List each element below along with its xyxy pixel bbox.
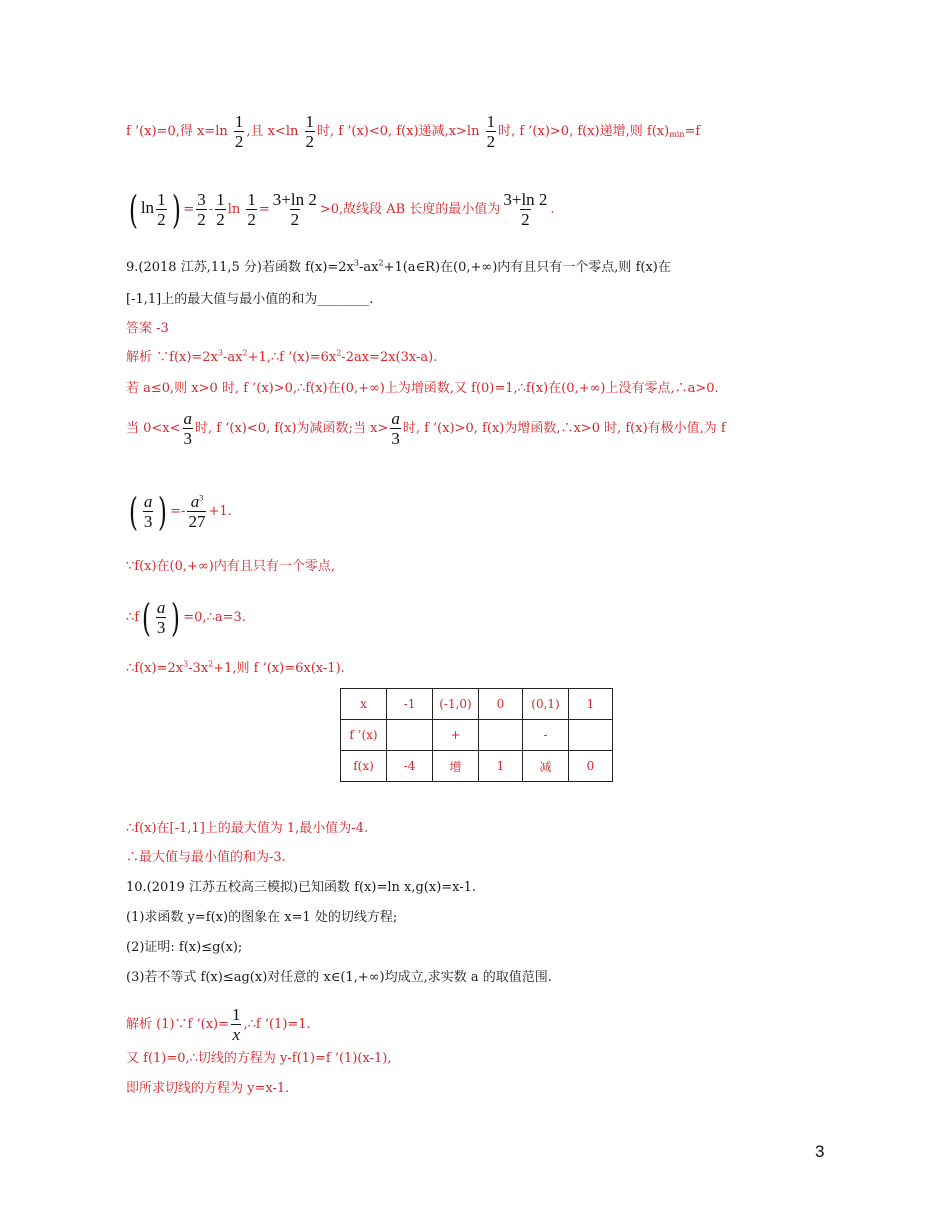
text: 解析 ∵f(x)=2x <box>126 350 218 365</box>
text: -ax <box>223 350 243 365</box>
table-cell: 1 <box>479 751 523 782</box>
text: . <box>550 202 555 217</box>
text: 时, f ’(x)>0, f(x)为增函数,∴x>0 时, f(x)有极小值,为 f <box>402 421 726 436</box>
text: =f <box>684 124 701 139</box>
text: +1,∴f ’(x)=6x <box>247 350 337 365</box>
text: = <box>258 202 270 217</box>
table-cell: (0,1) <box>523 689 569 720</box>
text: 解析 (1)∵f ’(x)= <box>126 1017 229 1032</box>
fraction <box>187 492 206 531</box>
monotonicity-table <box>340 688 613 782</box>
text: ln <box>227 202 245 217</box>
superscript: 2 <box>242 348 248 358</box>
text: ∴f <box>126 610 140 625</box>
superscript: 2 <box>336 348 342 358</box>
fraction <box>390 409 401 448</box>
ln-symbol: ln <box>140 198 155 217</box>
superscript: 3 <box>217 348 224 358</box>
fraction <box>486 112 497 151</box>
table-row <box>341 720 613 751</box>
text: ,且 x<ln <box>246 124 303 139</box>
table-cell <box>387 720 433 751</box>
table-row <box>341 751 613 782</box>
left-paren: ( <box>142 595 151 640</box>
numerator: a <box>156 598 166 617</box>
text: +1(a∈R)在(0,+∞)内有且只有一个零点,则 f(x)在 <box>383 260 671 275</box>
superscript: 3 <box>199 493 204 503</box>
numerator: a <box>183 409 193 428</box>
table-cell: -1 <box>387 689 433 720</box>
table-cell: x <box>341 689 387 720</box>
analysis-line-function <box>126 660 345 678</box>
superscript: 2 <box>378 258 384 268</box>
table-cell <box>569 720 613 751</box>
question-10-part-2: (2)证明: f(x)≤g(x); <box>126 940 243 955</box>
table-cell: 减 <box>523 751 569 782</box>
fraction <box>231 1005 242 1044</box>
text: - <box>208 202 214 217</box>
numerator: 1 <box>305 112 315 131</box>
analysis-line-2: 若 a≤0,则 x>0 时, f ’(x)>0,∴f(x)在(0,+∞)上为增函数,又 f(0)=1,∴f(x)在(0,+∞)上没有零点,∴a>0. <box>126 381 719 396</box>
numerator: 3+ln 2 <box>503 190 548 209</box>
question-10-part-3: (3)若不等式 f(x)≤ag(x)对任意的 x∈(1,+∞)均成立,求实数 a 的取值范围. <box>126 970 552 985</box>
right-paren: ) <box>171 595 181 640</box>
denominator: 3 <box>391 429 400 448</box>
superscript: 2 <box>208 659 214 669</box>
fraction <box>156 598 167 637</box>
table-cell: -4 <box>387 751 433 782</box>
table-cell: (-1,0) <box>433 689 479 720</box>
analysis-line-a-equals-3 <box>126 595 246 640</box>
numerator: 1 <box>157 190 166 209</box>
fraction <box>246 190 257 229</box>
question-9-line-2: [-1,1]上的最大值与最小值的和为________. <box>126 292 374 307</box>
text: =- <box>170 504 186 519</box>
denominator: 2 <box>197 210 206 229</box>
numerator: a <box>143 492 153 511</box>
superscript: 3 <box>353 258 359 268</box>
text: -2ax=2x(3x-a). <box>341 350 438 365</box>
text: -3x <box>188 661 209 676</box>
q10-analysis-line-1 <box>126 1005 311 1044</box>
question-9-line-1 <box>126 259 671 277</box>
right-paren: ) <box>158 489 168 534</box>
fraction <box>305 112 316 151</box>
text: 当 0<x< <box>126 421 181 436</box>
text: +1. <box>208 504 232 519</box>
fraction <box>272 190 318 229</box>
answer-line: 答案 -3 <box>126 321 169 336</box>
table-cell: 增 <box>433 751 479 782</box>
numerator-base: a <box>190 492 200 511</box>
text: -ax <box>358 260 379 275</box>
denominator: 2 <box>216 210 225 229</box>
analysis-line-1 <box>126 349 437 367</box>
denominator: 2 <box>521 210 530 229</box>
denominator: x <box>232 1025 241 1044</box>
left-paren: ( <box>128 489 138 534</box>
table-cell: - <box>523 720 569 751</box>
denominator: 3 <box>143 512 153 531</box>
fraction <box>196 190 207 229</box>
denominator: 27 <box>188 512 206 531</box>
numerator: 3 <box>197 190 206 209</box>
right-paren: ) <box>171 187 181 232</box>
denominator: 2 <box>305 132 315 151</box>
denominator: 2 <box>157 210 166 229</box>
fraction <box>502 190 548 229</box>
analysis-line-sum: ∴最大值与最小值的和为-3. <box>126 850 286 865</box>
solution-line-min-length <box>126 187 555 232</box>
denominator: 2 <box>234 132 244 151</box>
superscript: 3 <box>183 659 189 669</box>
fraction <box>156 190 167 229</box>
fraction <box>234 112 245 151</box>
q10-analysis-line-2: 又 f(1)=0,∴切线的方程为 y-f(1)=f ’(1)(x-1), <box>126 1051 392 1066</box>
text: ,∴f ’(1)=1. <box>243 1017 311 1032</box>
numerator: 1 <box>486 112 496 131</box>
q10-analysis-line-3: 即所求切线的方程为 y=x-1. <box>126 1081 290 1096</box>
fraction <box>215 190 226 229</box>
table-cell: 1 <box>569 689 613 720</box>
table-cell: 0 <box>569 751 613 782</box>
numerator: 1 <box>216 190 225 209</box>
left-paren: ( <box>128 187 138 232</box>
text: =0,∴a=3. <box>183 610 246 625</box>
denominator: 3 <box>156 618 166 637</box>
text: f ’(x)=0,得 x=ln <box>126 124 232 139</box>
page-number: 3 <box>815 1142 825 1161</box>
analysis-line-max-min: ∴f(x)在[-1,1]上的最大值为 1,最小值为-4. <box>126 821 369 836</box>
table-cell: f(x) <box>341 751 387 782</box>
fraction <box>183 409 194 448</box>
solution-line-derivative-zero <box>126 112 700 151</box>
text: = <box>183 202 195 217</box>
numerator: a <box>391 409 400 428</box>
numerator: 3+ln 2 <box>272 190 317 209</box>
table-cell: + <box>433 720 479 751</box>
analysis-line-minimum-value <box>126 489 232 534</box>
text: ∴f(x)=2x <box>126 661 184 676</box>
question-10-stem: 10.(2019 江苏五校高三模拟)已知函数 f(x)=ln x,g(x)=x-1. <box>126 880 477 895</box>
table-cell: 0 <box>479 689 523 720</box>
text: 9.(2018 江苏,11,5 分)若函数 f(x)=2x <box>126 260 354 275</box>
denominator: 2 <box>486 132 496 151</box>
denominator: 3 <box>183 429 193 448</box>
numerator: 1 <box>232 1005 241 1024</box>
denominator: 2 <box>290 210 300 229</box>
question-10-part-1: (1)求函数 y=f(x)的图象在 x=1 处的切线方程; <box>126 910 398 925</box>
table-cell: f ’(x) <box>341 720 387 751</box>
text: 时, f ’(x)<0, f(x)递减,x>ln <box>317 124 484 139</box>
text: >0,故线段 AB 长度的最小值为 <box>319 202 501 217</box>
analysis-line-unique-zero: ∵f(x)在(0,+∞)内有且只有一个零点, <box>126 559 335 574</box>
text: 时, f ’(x)>0, f(x)递增,则 f(x) <box>498 124 670 139</box>
analysis-line-3 <box>126 409 726 448</box>
subscript: min <box>669 130 685 139</box>
numerator: 1 <box>247 190 256 209</box>
numerator: 1 <box>234 112 244 131</box>
table-cell <box>479 720 523 751</box>
text: 时, f ’(x)<0, f(x)为减函数;当 x> <box>195 421 389 436</box>
text: +1,则 f ’(x)=6x(x-1). <box>213 661 345 676</box>
numerator <box>190 492 205 511</box>
denominator: 2 <box>247 210 256 229</box>
fraction <box>143 492 154 531</box>
table-row <box>341 689 613 720</box>
